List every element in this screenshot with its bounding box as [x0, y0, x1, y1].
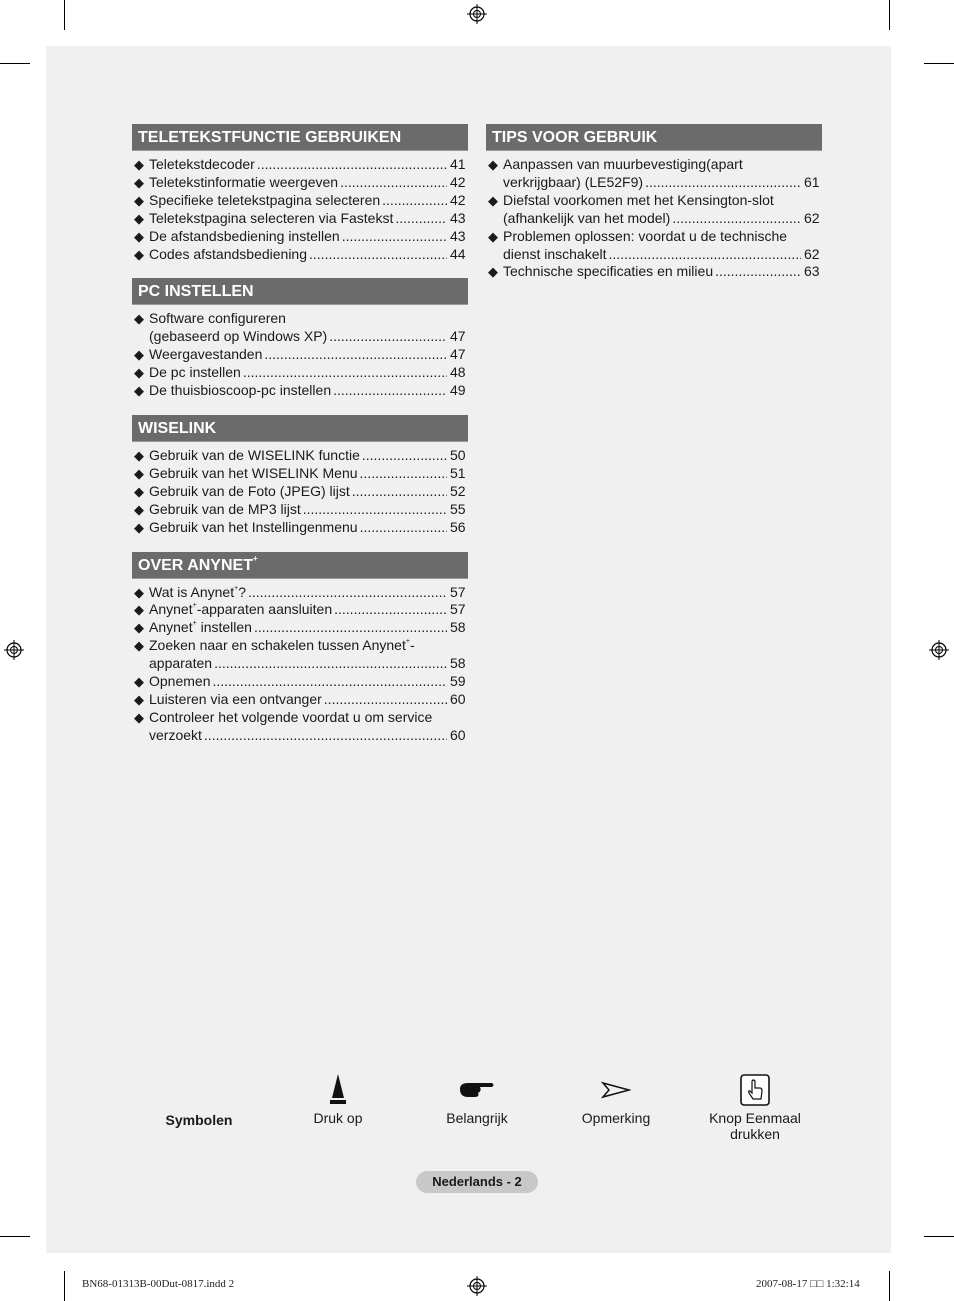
toc-entry-text: Technische specificaties en milieu [503, 263, 714, 280]
toc-entry[interactable] [134, 192, 468, 210]
crop-mark [64, 0, 65, 30]
toc-entry[interactable] [134, 246, 468, 264]
registration-mark-icon [467, 4, 487, 24]
diamond-bullet-icon: ◆ [134, 602, 144, 618]
diamond-bullet-icon: ◆ [134, 365, 144, 381]
diamond-bullet-icon: ◆ [134, 674, 144, 690]
toc-section-teletekstfunctie-gebruiken [132, 124, 468, 263]
dot-leader [212, 673, 447, 691]
registration-mark-icon [929, 640, 949, 660]
toc-entry-text: Gebruik van het WISELINK Menu [149, 464, 358, 481]
dot-leader [264, 346, 447, 364]
toc-page-number: 48 [450, 364, 466, 381]
diamond-bullet-icon: ◆ [488, 192, 498, 208]
diamond-bullet-icon: ◆ [134, 584, 144, 600]
toc-page-number: 60 [450, 690, 466, 707]
toc-page-number: 62 [804, 209, 820, 226]
dot-leader [672, 210, 801, 228]
symbol-note [566, 1070, 666, 1126]
toc-entry-text: Zoeken naar en schakelen tussen Anynet+- [149, 637, 415, 654]
toc-entry-text: Gebruik van de WISELINK functie [149, 446, 360, 463]
toc-entry-text: Diefstal voorkomen met het Kensington-slot [503, 191, 774, 208]
toc-entry[interactable] [134, 601, 468, 619]
diamond-bullet-icon: ◆ [134, 210, 144, 226]
diamond-bullet-icon: ◆ [134, 157, 144, 172]
dot-leader [360, 519, 447, 537]
toc-page-number: 55 [450, 500, 466, 517]
toc-entry-text: (gebaseerd op Windows XP) [149, 328, 328, 345]
dot-leader [254, 619, 447, 637]
toc-entry[interactable] [134, 619, 468, 637]
diamond-bullet-icon: ◆ [488, 264, 498, 280]
toc-entry[interactable] [134, 382, 468, 400]
toc-page-number: 41 [450, 156, 466, 172]
dot-leader [360, 465, 447, 483]
dot-leader [334, 601, 447, 619]
dot-leader [340, 174, 447, 192]
crop-mark [889, 1271, 890, 1301]
toc-entry-text: Gebruik van het Instellingenmenu [149, 518, 358, 535]
toc-entry[interactable] [134, 637, 468, 673]
diamond-bullet-icon: ◆ [134, 228, 144, 244]
crop-mark [64, 1271, 65, 1301]
toc-entry[interactable] [134, 483, 468, 501]
toc-entry-text: Opnemen [149, 673, 211, 690]
toc-entry[interactable] [134, 346, 468, 364]
toc-page-number: 58 [450, 619, 466, 636]
diamond-bullet-icon: ◆ [134, 447, 144, 463]
toc-page-number: 49 [450, 382, 466, 399]
toc-page-number: 43 [450, 209, 466, 226]
toc-entry-text: Gebruik van de Foto (JPEG) lijst [149, 482, 350, 499]
toc-entry[interactable] [134, 210, 468, 228]
symbol-press [288, 1070, 388, 1126]
crop-mark [924, 1236, 954, 1237]
toc-page-number: 47 [450, 346, 466, 363]
diamond-bullet-icon: ◆ [134, 620, 144, 636]
symbol-one-touch [698, 1070, 812, 1142]
slug-datetime: 2007-08-17 □□ 1:32:14 [756, 1278, 860, 1290]
diamond-bullet-icon: ◆ [134, 519, 144, 535]
toc-entry-text: De afstandsbediening instellen [149, 227, 340, 244]
dot-leader [214, 655, 447, 673]
section-heading: PC INSTELLEN [132, 278, 468, 305]
toc-section-wiselink [132, 415, 468, 537]
toc-entry-text: Gebruik van de MP3 lijst [149, 500, 301, 517]
section-heading: WISELINK [132, 415, 468, 442]
toc-page-number: 61 [804, 173, 820, 190]
dot-leader [324, 691, 447, 709]
toc-entry-text: Teletekstinformatie weergeven [149, 173, 339, 190]
toc-entry-text: Wat is Anynet+? [149, 583, 246, 600]
dot-leader [362, 447, 447, 465]
toc-page-number: 57 [450, 583, 466, 600]
toc-entry[interactable] [134, 691, 468, 709]
toc-page-number: 62 [804, 245, 820, 262]
press-arrow-icon [327, 1072, 349, 1108]
toc-page-number: 43 [450, 227, 466, 244]
dot-leader [257, 156, 447, 174]
toc-page-number: 42 [450, 191, 466, 208]
toc-entry[interactable] [134, 310, 468, 346]
diamond-bullet-icon: ◆ [134, 638, 144, 654]
section-heading: TELETEKSTFUNCTIE GEBRUIKEN [132, 124, 468, 151]
toc-entry[interactable] [134, 465, 468, 483]
diamond-bullet-icon: ◆ [134, 465, 144, 481]
toc-entry[interactable] [488, 156, 822, 192]
dot-leader [329, 328, 447, 346]
symbols-heading: Symbolen [165, 1112, 233, 1128]
toc-page-number: 56 [450, 518, 466, 535]
dot-leader [352, 483, 447, 501]
toc-page-number: 63 [804, 263, 820, 280]
crop-mark [0, 1236, 30, 1237]
toc-entry[interactable] [488, 228, 822, 264]
dot-leader [204, 727, 447, 745]
toc-page-number: 50 [450, 446, 466, 463]
page-number-badge: Nederlands - 2 [416, 1171, 538, 1193]
registration-mark-icon [467, 1276, 487, 1296]
toc-page-number: 59 [450, 673, 466, 690]
toc-entry-text: Anynet+-apparaten aansluiten [149, 601, 333, 618]
diamond-bullet-icon: ◆ [134, 483, 144, 499]
one-touch-button-icon [739, 1073, 771, 1107]
pointing-hand-icon [458, 1079, 496, 1101]
diamond-bullet-icon: ◆ [488, 157, 498, 172]
diamond-bullet-icon: ◆ [134, 192, 144, 208]
note-arrow-icon [601, 1081, 631, 1099]
symbol-label: Druk op [313, 1110, 363, 1126]
toc-section-tips-voor-gebruik [486, 124, 822, 281]
toc-entry[interactable] [134, 156, 468, 174]
dot-leader [395, 210, 447, 228]
dot-leader [303, 501, 447, 519]
toc-entry-text: De thuisbioscoop-pc instellen [149, 382, 332, 399]
section-heading: TIPS VOOR GEBRUIK [486, 124, 822, 151]
toc-right-column [486, 124, 822, 296]
toc-entry-text: apparaten [149, 655, 213, 672]
crop-mark [924, 63, 954, 64]
toc-entry-text: verzoekt [149, 726, 202, 743]
toc-entry-text: Software configureren [149, 310, 286, 327]
toc-entry-text: Weergavestanden [149, 346, 263, 363]
diamond-bullet-icon: ◆ [134, 691, 144, 707]
toc-page-number: 58 [450, 655, 466, 672]
toc-page-number: 51 [450, 464, 466, 481]
toc-section-over-anynet [132, 552, 468, 745]
toc-entry-text: Teletekstdecoder [149, 156, 255, 172]
toc-entry-text: Teletekstpagina selecteren via Fastekst [149, 209, 394, 226]
diamond-bullet-icon: ◆ [134, 347, 144, 363]
diamond-bullet-icon: ◆ [134, 709, 144, 725]
symbols-legend [0, 1070, 954, 1150]
toc-entry[interactable] [134, 584, 468, 602]
crop-mark [0, 63, 30, 64]
toc-page-number: 44 [450, 245, 466, 262]
dot-leader [309, 246, 447, 264]
toc-entry[interactable] [134, 501, 468, 519]
toc-entry[interactable] [134, 519, 468, 537]
symbol-important [427, 1070, 527, 1126]
toc-entry[interactable] [488, 263, 822, 281]
toc-entry[interactable] [134, 364, 468, 382]
toc-page-number: 57 [450, 601, 466, 618]
diamond-bullet-icon: ◆ [134, 246, 144, 262]
toc-entry-text: dienst inschakelt [503, 245, 607, 262]
diamond-bullet-icon: ◆ [134, 501, 144, 517]
toc-entry[interactable] [134, 174, 468, 192]
dot-leader [609, 246, 801, 264]
toc-left-column [132, 124, 468, 760]
dot-leader [715, 263, 801, 281]
dot-leader [243, 364, 447, 382]
toc-entry-text: Luisteren via een ontvanger [149, 690, 322, 707]
symbol-label: Knop Eenmaal drukken [709, 1110, 801, 1142]
toc-entry-text: (afhankelijk van het model) [503, 209, 671, 226]
crop-mark [889, 0, 890, 30]
diamond-bullet-icon: ◆ [134, 383, 144, 399]
toc-entry[interactable] [488, 192, 822, 228]
toc-entry-text: Anynet+ instellen [149, 619, 252, 636]
diamond-bullet-icon: ◆ [134, 311, 144, 327]
dot-leader [333, 382, 447, 400]
dot-leader [645, 174, 801, 192]
dot-leader [342, 228, 447, 246]
section-heading: OVER ANYNET+ [132, 552, 468, 579]
registration-mark-icon [4, 640, 24, 660]
toc-section-pc-instellen [132, 278, 468, 400]
toc-entry-text: Specifieke teletekstpagina selecteren [149, 191, 381, 208]
dot-leader [382, 192, 447, 210]
toc-entry[interactable] [134, 709, 468, 745]
toc-page-number: 60 [450, 726, 466, 743]
symbol-label: Opmerking [581, 1110, 651, 1126]
toc-page-number: 52 [450, 482, 466, 499]
toc-entry-text: Aanpassen van muurbevestiging(apart [503, 156, 743, 172]
toc-entry[interactable] [134, 228, 468, 246]
slug-filename: BN68-01313B-00Dut-0817.indd 2 [82, 1278, 235, 1290]
dot-leader [248, 584, 447, 602]
toc-entry-text: Problemen oplossen: voordat u de technische [503, 227, 788, 244]
toc-page-number: 47 [450, 328, 466, 345]
toc-entry-text: De pc instellen [149, 364, 241, 381]
toc-entry[interactable] [134, 447, 468, 465]
toc-page-number: 42 [450, 173, 466, 190]
toc-entry-text: verkrijgbaar) (LE52F9) [503, 173, 644, 190]
symbol-label: Belangrijk [446, 1110, 508, 1126]
toc-entry-text: Codes afstandsbediening [149, 245, 308, 262]
toc-entry[interactable] [134, 673, 468, 691]
toc-entry-text: Controleer het volgende voordat u om service [149, 708, 433, 725]
diamond-bullet-icon: ◆ [488, 228, 498, 244]
diamond-bullet-icon: ◆ [134, 174, 144, 190]
